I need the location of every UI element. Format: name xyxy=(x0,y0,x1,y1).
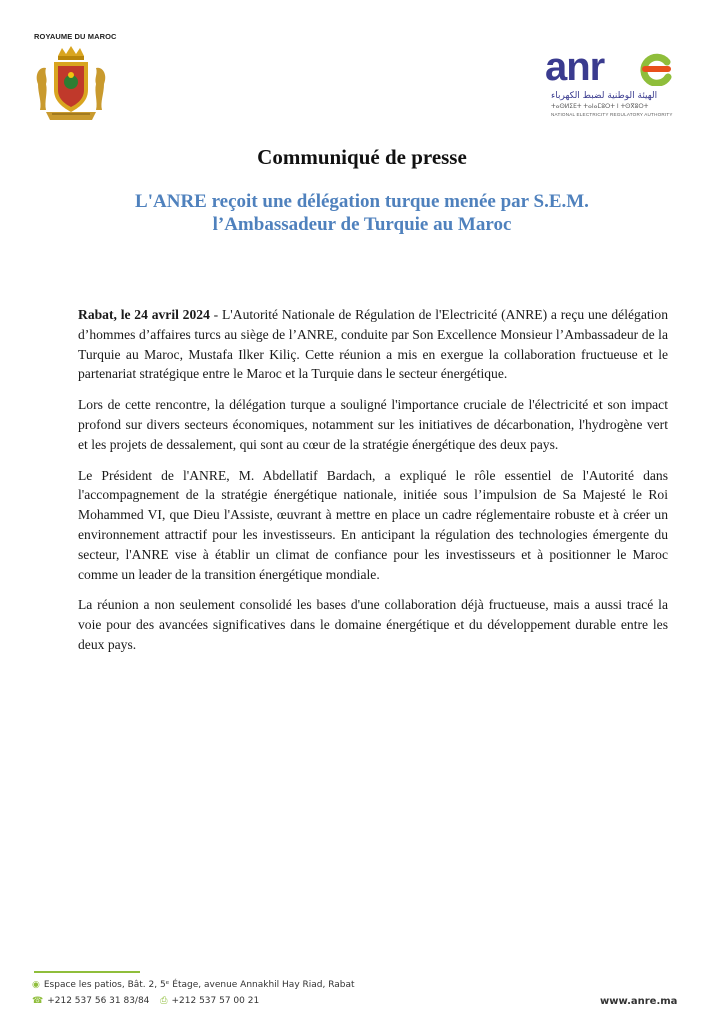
paragraph-4: La réunion a non seulement consolidé les bases d'une collaboration déjà fructueuse, mais a aussi tracé la voie pour des avancées significatives dans le domaine énergétique et du développement durable entre les deux pays. xyxy=(78,597,668,652)
footer-fax: +212 537 57 00 21 xyxy=(171,996,260,1006)
anre-wordmark-icon xyxy=(545,50,641,86)
royal-coat-of-arms-icon xyxy=(32,44,110,124)
dateline: Rabat, le 24 avril 2024 xyxy=(78,307,210,322)
anre-english-name: NATIONAL ELECTRICITY REGULATORY AUTHORITY xyxy=(551,112,673,117)
footer-address: Espace les patios, Bât. 2, 5ᵉ Étage, avenue Annakhil Hay Riad, Rabat xyxy=(43,980,355,990)
footer-contact-line xyxy=(32,996,259,1006)
paragraph-3: Le Président de l'ANRE, M. Abdellatif Bardach, a expliqué le rôle essentiel de l'Autorité dans l'accompagnement de la stratégie énergétique nationale, initiée sous l’impulsion de Sa Majesté le Roi Mohammed VI, que Dieu l'Assiste, œuvrant à mettre en place un cadre réglementaire robuste et à créer un environnement attractif pour les investisseurs. En anticipant la régulation des technologies émergente du secteur, l'ANRE vise à établir un climat de confiance pour les investisseurs et à positionner le Maroc comme un leader de la transition énergétique mondiale. xyxy=(78,467,668,582)
anre-tifinagh-name: ⵜⴰⵙⵍⵉⴹⵜ ⵜⴰⵏⴰⵎⵓⵔⵜ ⵏ ⵜⵙⴳⵓⵔⵜ xyxy=(551,103,649,110)
paragraph-2: Lors de cette rencontre, la délégation turque a souligné l'importance cruciale de l'électricité et son impact profond sur divers secteurs économiques, notamment sur les initiatives de décarbonation, l'hydrogène vert et les projets de dessalement, qui sont au cœur de la stratégie énergétique des deux pays. xyxy=(78,397,668,452)
footer-address-line xyxy=(32,980,355,990)
footer-website-link[interactable]: www.anre.ma xyxy=(600,996,678,1007)
phone-icon: ☎ xyxy=(32,996,44,1006)
footer-divider xyxy=(34,971,140,973)
paragraph-1 xyxy=(78,305,668,384)
paragraph-1-text: - L'Autorité Nationale de Régulation de l'Electricité (ANRE) a reçu une délégation d’hommes d’affaires turcs au siège de l’ANRE, conduite par Son Excellence Monsieur l’Ambassadeur de la Turquie au Maroc, Mustafa Ilker Kiliç. Cette réunion a mis en exergue la collaboration fructueuse et le partenariat stratégique entre le Maroc et la Turquie dans le secteur énergétique. xyxy=(78,307,668,382)
footer-phone: +212 537 56 31 83/84 xyxy=(47,996,150,1006)
document-body xyxy=(78,305,668,666)
kingdom-label: ROYAUME DU MAROC xyxy=(34,32,117,41)
fax-icon: ⎙ xyxy=(160,996,168,1006)
anre-e-swirl-icon xyxy=(637,52,677,86)
document-title: Communiqué de presse xyxy=(257,145,467,169)
svg-text:anr: anr xyxy=(545,50,605,86)
map-pin-icon: ◉ xyxy=(32,980,40,990)
anre-arabic-name: الهيئة الوطنية لضبط الكهرباء xyxy=(551,91,658,101)
document-headline: L'ANRE reçoit une délégation turque menée par S.E.M. l’Ambassadeur de Turquie au Maroc xyxy=(135,191,589,235)
